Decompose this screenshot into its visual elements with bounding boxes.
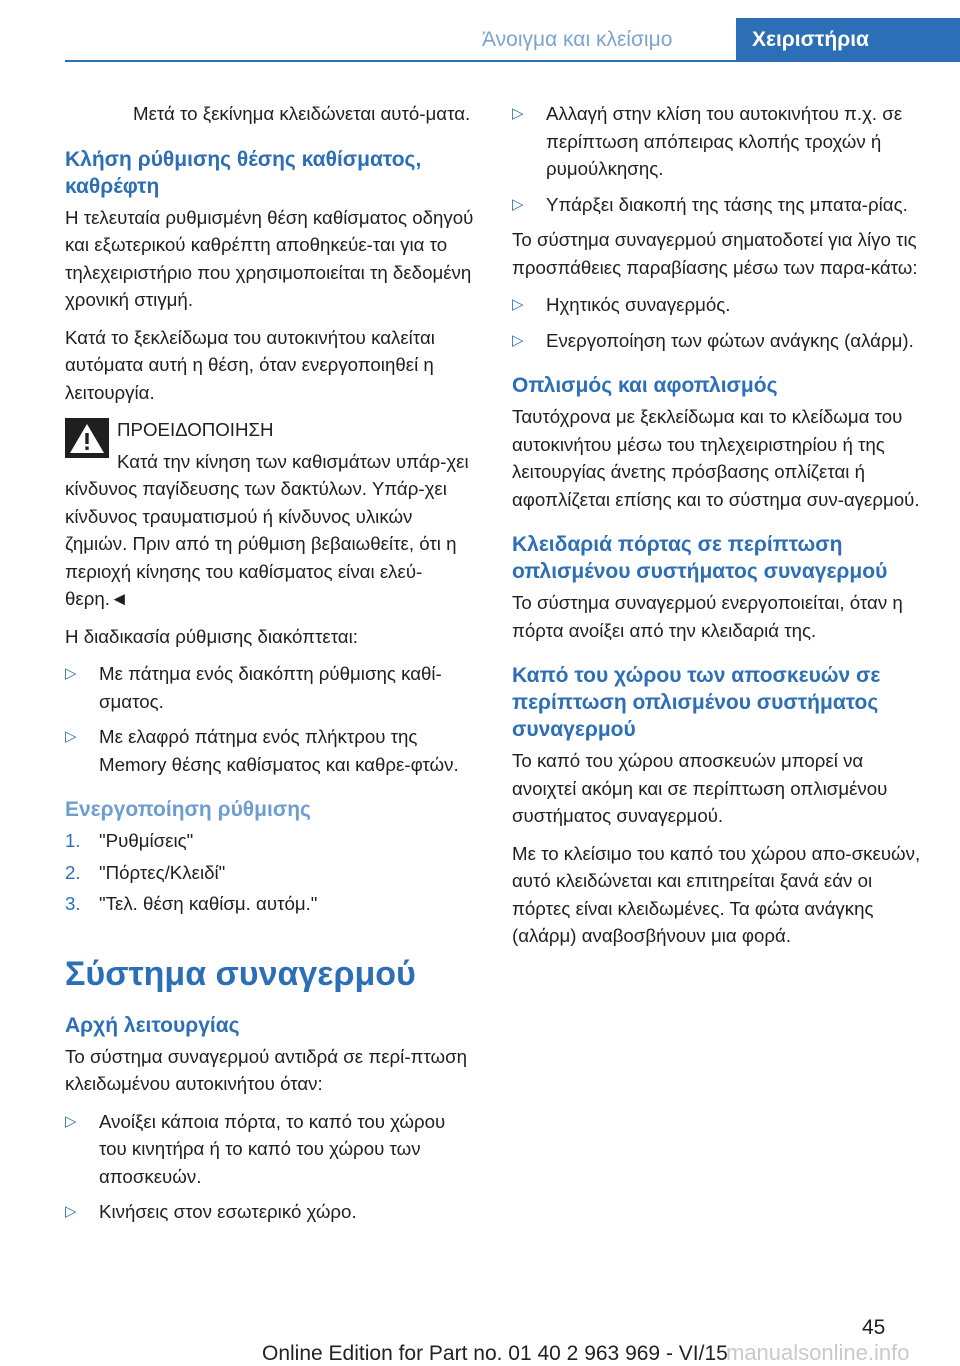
list-item-text: Ενεργοποίηση των φώτων ανάγκης (αλάρμ). <box>546 329 914 351</box>
paragraph: Το καπό του χώρου αποσκευών μπορεί να ανοιχτεί ακόμη και σε περίπτωση οπλισμένου συστήματος συναγερμού. <box>512 750 888 826</box>
list-item <box>65 1108 478 1191</box>
list-item-text: Ηχητικός συναγερμός. <box>546 294 731 315</box>
heading-principle: Αρχή λειτουργίας <box>65 1013 240 1037</box>
heading-activate-setting: Ενεργοποίηση ρύθμισης <box>65 798 311 821</box>
paragraph: Το σύστημα συναγερμού ενεργοποιείται, όταν η πόρτα ανοίξει από την κλειδαριά της. <box>512 592 903 641</box>
list-item-text: Κινήσεις στον εσωτερικό χώρο. <box>99 1201 357 1222</box>
left-column <box>65 100 478 1234</box>
heading-seat-mirror-recall: Κλήση ρύθμισης θέσης καθίσματος, καθρέφτη <box>65 147 422 198</box>
list-item-text: Με ελαφρό πάτημα ενός πλήκτρου της Memory θέσης καθίσματος και καθρε-φτών. <box>99 726 459 775</box>
step-item <box>65 890 478 918</box>
bullet-arrow-icon: ▷ <box>512 331 524 349</box>
bullet-arrow-icon: ▷ <box>65 665 77 682</box>
paragraph: Ταυτόχρονα με ξεκλείδωμα και το κλείδωμα του αυτοκινήτου μέσω του τηλεχειριστηρίου ή της λειτουργίας άνετης πρόσβασης οπλίζεται ή αφοπλίζεται επίσης και το σύστημα συν-αγερμού. <box>512 406 920 510</box>
bullet-arrow-icon: ▷ <box>512 195 524 213</box>
heading-arm-disarm: Οπλισμός και αφοπλισμός <box>512 374 778 397</box>
paragraph: Το σύστημα συναγερμού σηματοδοτεί για λίγο τις προσπάθειες παραβίασης μέσω των παρα-κάτω: <box>512 229 918 278</box>
bullet-arrow-icon: ▷ <box>512 296 524 313</box>
list-item <box>512 327 932 355</box>
list-item-text: Αλλαγή στην κλίση του αυτοκινήτου π.χ. σε περίπτωση απόπειρας κλοπής τροχών ή ρυμούλκησης. <box>546 103 903 179</box>
bullet-arrow-icon: ▷ <box>512 105 524 122</box>
right-column <box>512 100 932 960</box>
list-item-text: Υπάρξει διακοπή της τάσης της μπατα-ρίας. <box>546 193 908 215</box>
list-item <box>65 660 478 715</box>
step-number: 3. <box>65 893 81 914</box>
edition-footer: Online Edition for Part no. 01 40 2 963 969 - VI/15 <box>262 1342 728 1365</box>
warning-triangle-icon <box>65 418 109 458</box>
paragraph: Η τελευταία ρυθμισμένη θέση καθίσματος οδηγού και εξωτερικού καθρέπτη αποθηκεύε-ται για το τηλεχειριστήριο που χρησιμοποιείται τη δεδομένη χρονική στιγμή. <box>65 206 474 310</box>
paragraph: Το σύστημα συναγερμού αντιδρά σε περί-πτωση κλειδωμένου αυτοκινήτου όταν: <box>65 1045 468 1094</box>
list-item-text: Ανοίξει κάποια πόρτα, το καπό του χώρου του κινητήρα ή το καπό του χώρου των αποσκευών. <box>99 1110 446 1187</box>
bullet-arrow-icon: ▷ <box>65 1112 77 1130</box>
step-number: 2. <box>65 861 81 883</box>
heading-door-lock: Κλειδαριά πόρτας σε περίπτωση οπλισμένου συστήματος συναγερμού <box>512 533 888 583</box>
intro-text: Μετά το ξεκίνημα κλειδώνεται αυτό-ματα. <box>133 103 471 124</box>
list-item <box>512 100 932 183</box>
step-item <box>65 859 478 887</box>
list-item <box>65 1198 478 1226</box>
paragraph: Κατά το ξεκλείδωμα του αυτοκινήτου καλείται αυτόματα αυτή η θέση, όταν ενεργοποιηθεί η λειτουργία. <box>65 326 435 403</box>
heading-trunk-lid: Καπό του χώρου των αποσκευών σε περίπτωση οπλισμένου συστήματος συναγερμού <box>512 664 881 741</box>
step-text: "Ρυθμίσεις" <box>99 830 194 851</box>
header-rule <box>65 60 960 62</box>
page-header <box>0 0 960 62</box>
list-item-text: Με πάτημα ενός διακόπτη ρύθμισης καθί-σματος. <box>99 663 442 712</box>
chapter-tab[interactable]: Χειριστήρια <box>736 18 960 62</box>
paragraph: Με το κλείσιμο του καπό του χώρου απο-σκευών, αυτό κλειδώνεται και επιτηρείται ξανά εάν οι πόρτες είναι κλειδωμένες. Τα φώτα ανάγκης (αλάρμ) αναβοσβήνουν μια φορά. <box>512 842 921 946</box>
list-item <box>65 723 478 778</box>
bullet-arrow-icon: ▷ <box>65 728 77 745</box>
warning-block <box>65 416 478 613</box>
step-number: 1. <box>65 830 81 851</box>
list-item <box>512 291 932 319</box>
step-item <box>65 827 478 855</box>
step-text: "Τελ. θέση καθίσμ. αυτόμ." <box>99 893 318 914</box>
paragraph: Η διαδικασία ρύθμισης διακόπτεται: <box>65 625 358 647</box>
section-tab[interactable]: Άνοιγμα και κλείσιμο <box>482 28 673 51</box>
step-text: "Πόρτες/Κλειδί" <box>99 861 226 883</box>
warning-text: Κατά την κίνηση των καθισμάτων υπάρ-χει κίνδυνος παγίδευσης των δακτύλων. Υπάρ-χει κίνδυνος τραυματισμού ή κίνδυνος υλικών ζημιών. Πριν από τη ρύθμιση βεβαιωθείτε, ότι η περιοχή κίνησης του καθίσματος είναι ελεύ-θερη.◄ <box>65 450 469 609</box>
page-number: 45 <box>862 1316 886 1339</box>
watermark: manualsonline.info <box>726 1340 910 1365</box>
list-item <box>512 191 932 219</box>
bullet-arrow-icon: ▷ <box>65 1203 77 1220</box>
heading-alarm-system: Σύστημα συναγερμού <box>65 954 416 993</box>
warning-title: ΠΡΟΕΙΔΟΠΟΙΗΣΗ <box>117 419 274 440</box>
